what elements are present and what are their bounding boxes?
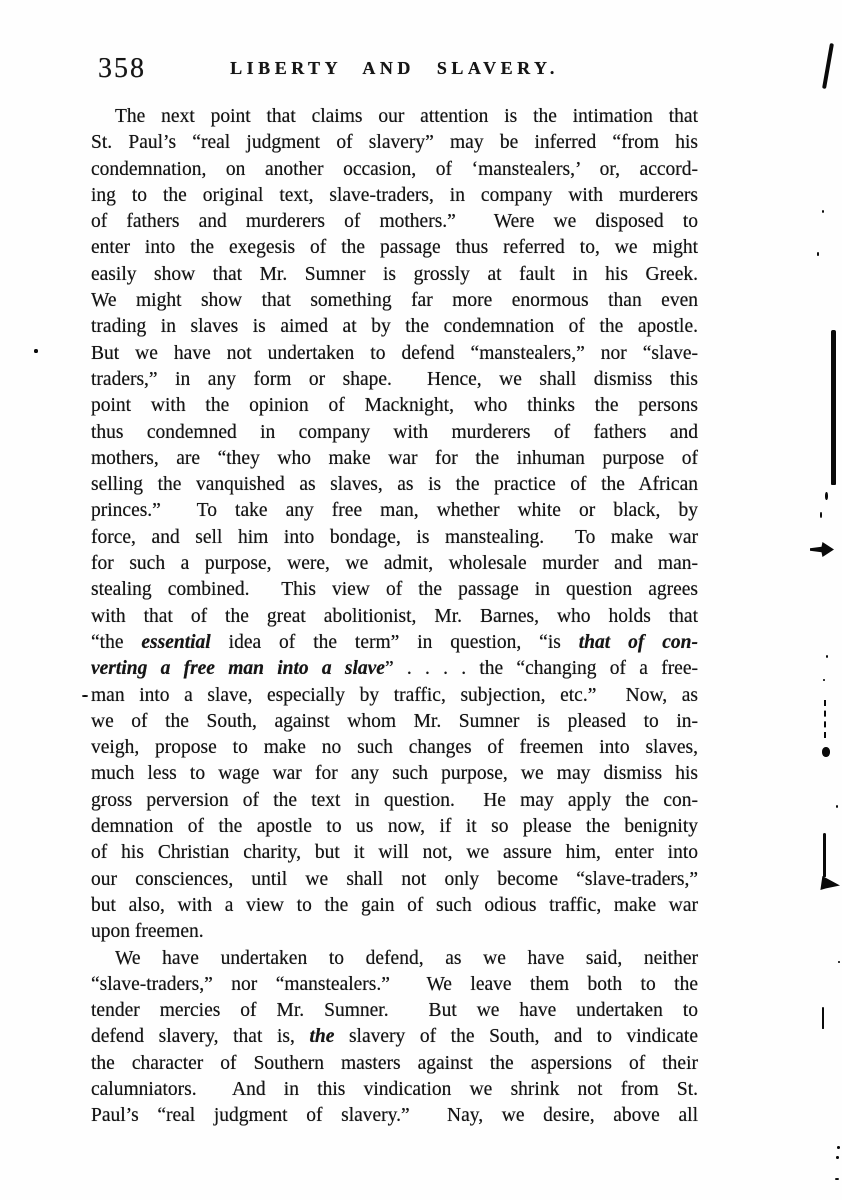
text-line bbox=[91, 104, 698, 130]
scan-artifact-dot bbox=[82, 695, 88, 697]
text-segment: of his Christian charity, but it will not, we assure him, enter into bbox=[91, 842, 698, 864]
scan-artifact-dot bbox=[836, 1156, 839, 1159]
scan-artifact-bar bbox=[831, 330, 836, 485]
text-segment: selling the vanquished as slaves, as is the practice of the African bbox=[91, 474, 698, 496]
text-segment: ing to the original text, slave-traders, in company with murderers bbox=[91, 184, 698, 206]
text-line bbox=[91, 130, 698, 156]
text-segment: of fathers and murderers of mothers.” Were we disposed to bbox=[91, 211, 698, 233]
text-line bbox=[91, 551, 698, 577]
text-segment: upon freemen. bbox=[91, 921, 204, 943]
text-line bbox=[91, 367, 698, 393]
scan-artifact-dot bbox=[820, 512, 822, 518]
text-line bbox=[91, 498, 698, 524]
text-segment: with that of the great abolitionist, Mr. Barnes, who holds that bbox=[91, 605, 698, 627]
scan-artifact-dot bbox=[34, 349, 38, 353]
text-line bbox=[91, 656, 698, 682]
text-segment: calumniators. And in this vindication we shrink not from St. bbox=[91, 1078, 698, 1100]
text-segment: for such a purpose, were, we admit, wholesale murder and man- bbox=[91, 553, 698, 575]
scan-artifact-arrow bbox=[810, 542, 834, 557]
text-line bbox=[91, 393, 698, 419]
text-line bbox=[91, 946, 698, 972]
text-segment: traders,” in any form or shape. Hence, we shall dismiss this bbox=[91, 368, 698, 390]
scan-artifact-slash bbox=[822, 43, 834, 89]
scan-artifact-dot bbox=[838, 961, 840, 963]
text-segment: easily show that Mr. Sumner is grossly at fault in his Greek. bbox=[91, 263, 698, 285]
text-segment: defend slavery, that is, bbox=[91, 1026, 310, 1048]
text-segment: point with the opinion of Macknight, who thinks the persons bbox=[91, 395, 698, 417]
scan-artifact-dashline bbox=[824, 700, 828, 738]
text-line bbox=[91, 1051, 698, 1077]
text-segment: enter into the exegesis of the passage thus referred to, we might bbox=[91, 237, 698, 259]
text-segment: St. Paul’s “real judgment of slavery” may be inferred “from his bbox=[91, 132, 698, 154]
emphasized-text: the bbox=[309, 1026, 335, 1048]
text-line bbox=[91, 1103, 698, 1129]
text-line bbox=[91, 630, 698, 656]
text-segment: slavery of the South, and to vindicate bbox=[334, 1026, 698, 1048]
page-number: 358 bbox=[98, 53, 146, 84]
text-line bbox=[91, 1077, 698, 1103]
text-line bbox=[91, 709, 698, 735]
text-line bbox=[91, 577, 698, 603]
text-segment: gross perversion of the text in question. He may apply the con- bbox=[91, 789, 698, 811]
text-segment: tender mercies of Mr. Sumner. But we have undertaken to bbox=[91, 1000, 698, 1022]
text-line bbox=[91, 209, 698, 235]
text-segment: “the bbox=[91, 631, 142, 653]
text-line bbox=[91, 893, 698, 919]
text-segment: stealing combined. This view of the passage in question agrees bbox=[91, 579, 698, 601]
text-segment: man into a slave, especially by traffic, subjection, etc.” Now, as bbox=[91, 684, 698, 706]
text-segment: “slave-traders,” nor “manstealers.” We leave them both to the bbox=[91, 973, 698, 995]
text-line bbox=[91, 314, 698, 340]
text-segment: ” . . . . the “changing of a free- bbox=[384, 658, 698, 680]
text-line bbox=[91, 735, 698, 761]
emphasized-text: that of con- bbox=[578, 631, 698, 653]
scan-artifact-bar bbox=[823, 833, 826, 877]
text-line bbox=[91, 814, 698, 840]
scan-artifact-dot bbox=[817, 252, 819, 256]
text-segment: our consciences, until we shall not only become “slave-traders,” bbox=[91, 868, 698, 890]
text-line bbox=[91, 262, 698, 288]
scan-artifact-dot bbox=[822, 747, 830, 757]
emphasized-text: essential bbox=[141, 631, 211, 653]
text-line bbox=[91, 919, 698, 945]
text-line bbox=[91, 525, 698, 551]
text-line bbox=[91, 341, 698, 367]
text-segment: demnation of the apostle to us now, if it so please the benignity bbox=[91, 816, 698, 838]
text-segment: trading in slaves is aimed at by the condemnation of the apostle. bbox=[91, 316, 698, 338]
text-segment: princes.” To take any free man, whether white or black, by bbox=[91, 500, 698, 522]
text-line bbox=[91, 604, 698, 630]
text-segment: idea of the term” in question, “is bbox=[210, 631, 579, 653]
text-line bbox=[91, 998, 698, 1024]
running-title: LIBERTY AND SLAVERY. bbox=[230, 58, 559, 78]
scan-artifact-flag bbox=[820, 876, 840, 890]
text-segment: But we have not undertaken to defend “manstealers,” nor “slave- bbox=[91, 342, 698, 364]
text-line bbox=[91, 683, 698, 709]
text-segment: much less to wage war for any such purpose, we may dismiss his bbox=[91, 763, 698, 785]
text-segment: the character of Southern masters against the aspersions of their bbox=[91, 1052, 698, 1074]
text-line bbox=[91, 761, 698, 787]
text-segment: We have undertaken to defend, as we have said, neither bbox=[115, 947, 698, 969]
scan-artifact-dot bbox=[835, 1178, 839, 1180]
text-line bbox=[91, 788, 698, 814]
text-line bbox=[91, 288, 698, 314]
scan-artifact-dot bbox=[822, 210, 824, 213]
text-segment: thus condemned in company with murderers of fathers and bbox=[91, 421, 698, 443]
text-segment: mothers, are “they who make war for the inhuman purpose of bbox=[91, 447, 698, 469]
text-line bbox=[91, 183, 698, 209]
text-segment: condemnation, on another occasion, of ‘manstealers,’ or, accord- bbox=[91, 158, 698, 180]
emphasized-text: verting a free man into a slave bbox=[91, 658, 385, 680]
scan-artifact-dot bbox=[837, 1146, 840, 1149]
text-segment: but also, with a view to the gain of such odious traffic, make war bbox=[91, 894, 698, 916]
scan-artifact-dot bbox=[836, 805, 838, 808]
text-line bbox=[91, 446, 698, 472]
text-segment: We might show that something far more enormous than even bbox=[91, 290, 698, 312]
page-body bbox=[91, 104, 698, 1130]
text-segment: The next point that claims our attention is the intimation that bbox=[115, 106, 698, 127]
scan-artifact-dot bbox=[825, 492, 828, 500]
text-segment: veigh, propose to make no such changes of freemen into slaves, bbox=[91, 737, 698, 759]
text-line bbox=[91, 235, 698, 261]
scan-artifact-bar bbox=[822, 1007, 824, 1029]
text-line bbox=[91, 972, 698, 998]
scan-artifact-dot bbox=[823, 679, 825, 681]
text-line bbox=[91, 1024, 698, 1050]
text-segment: we of the South, against whom Mr. Sumner is pleased to in- bbox=[91, 710, 698, 732]
text-segment: force, and sell him into bondage, is manstealing. To make war bbox=[91, 526, 698, 548]
text-line bbox=[91, 867, 698, 893]
scan-artifact-dot bbox=[826, 655, 828, 658]
text-line bbox=[91, 420, 698, 446]
text-line bbox=[91, 472, 698, 498]
text-line bbox=[91, 157, 698, 183]
text-line bbox=[91, 840, 698, 866]
text-segment: Paul’s “real judgment of slavery.” Nay, we desire, above all bbox=[91, 1105, 698, 1127]
